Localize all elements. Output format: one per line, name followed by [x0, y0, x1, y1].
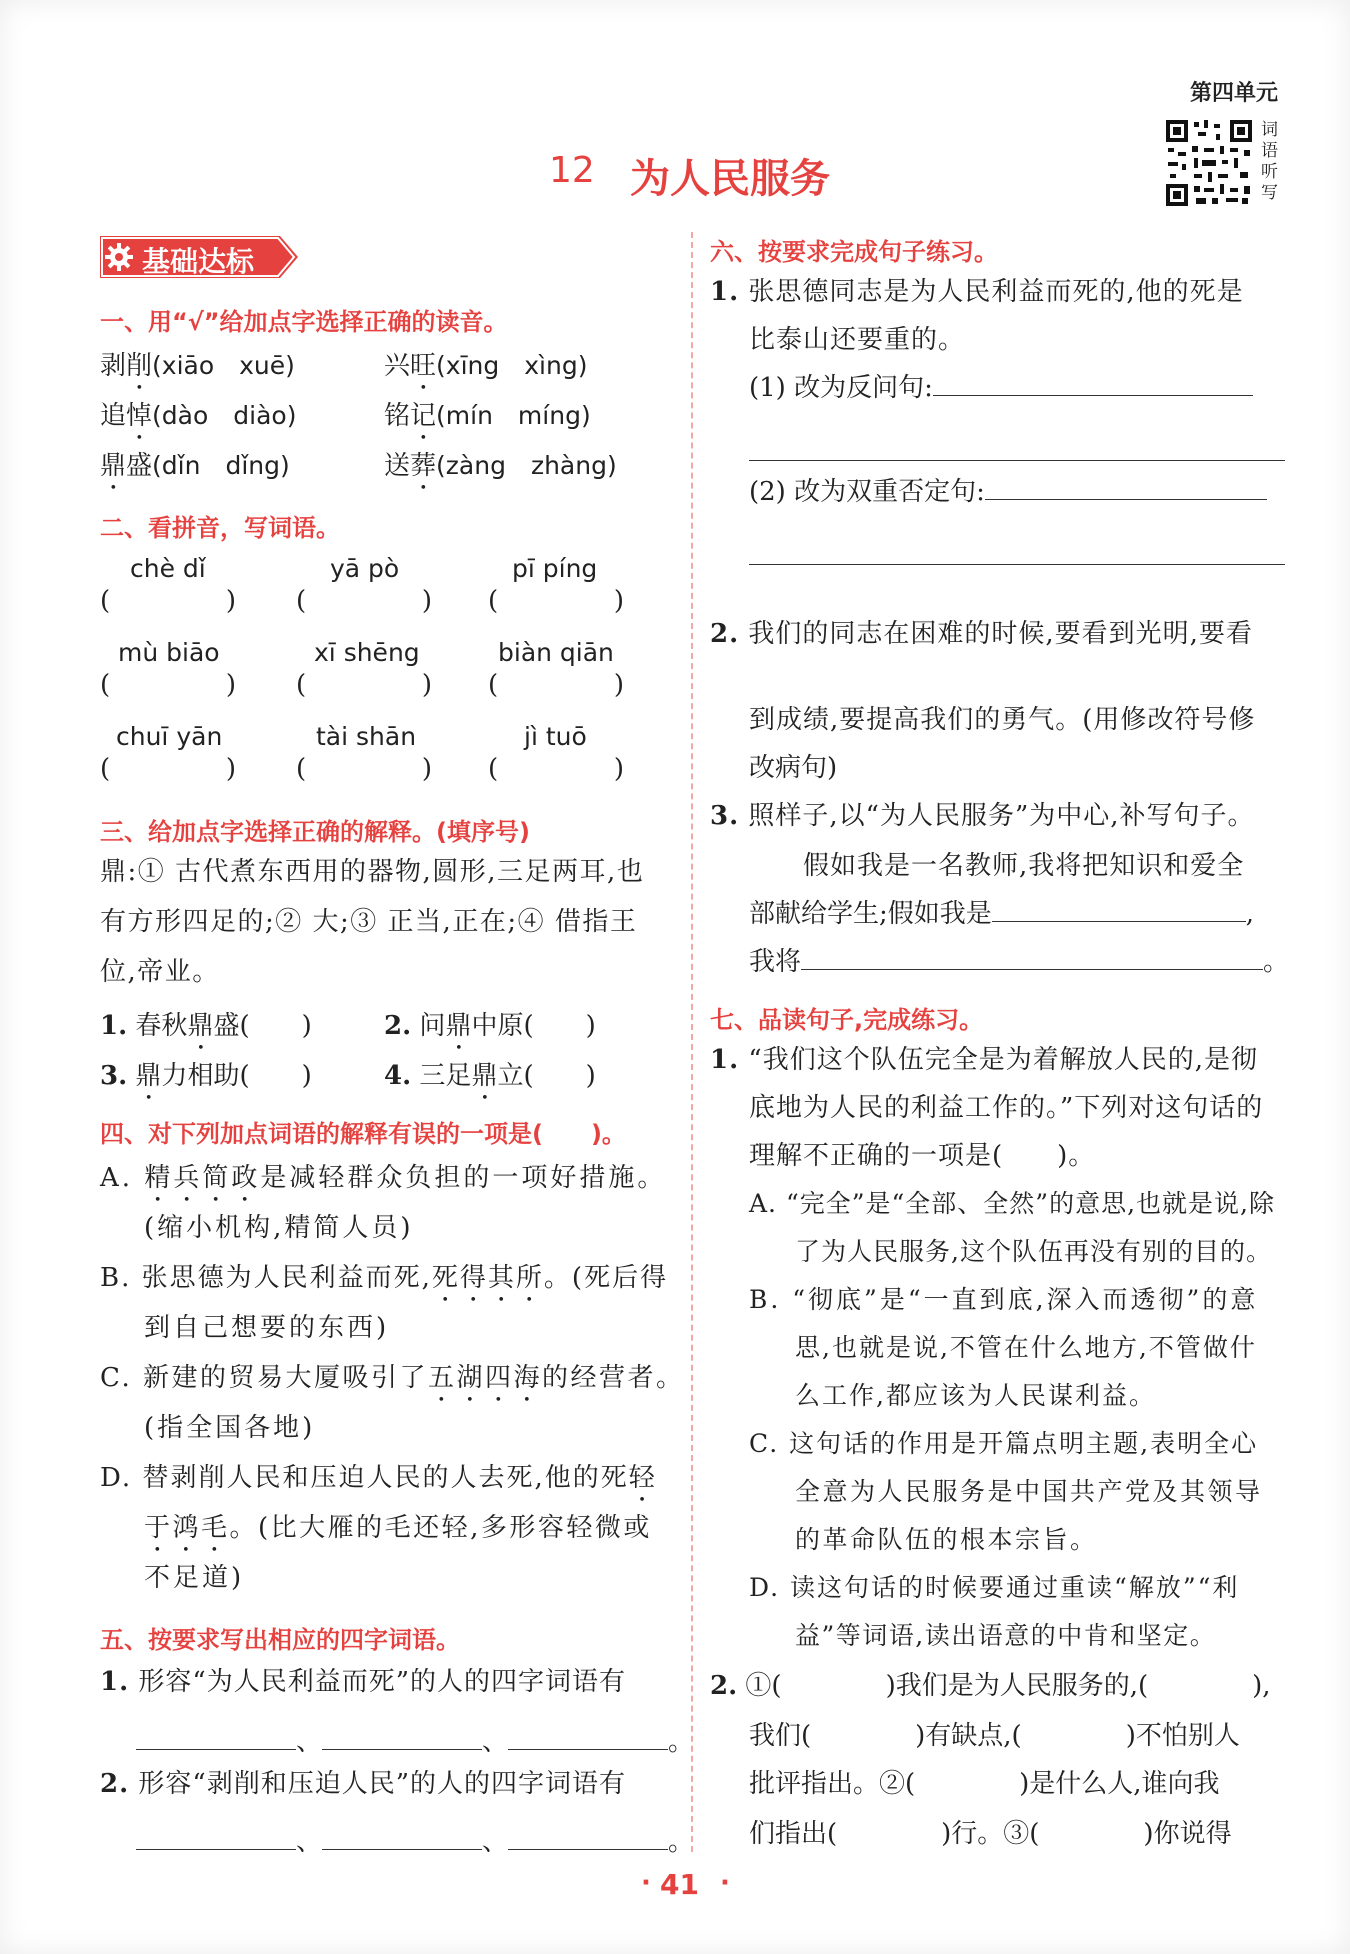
s7-q2-line-3: 批评指出。②( )是什么人,谁向我: [749, 1769, 1220, 1799]
s5-question-2: 2. 形容“剥削和压迫人民”的人的四字词语有: [100, 1769, 627, 1799]
pinyin-4: mù biāo: [118, 638, 220, 667]
s1-item-3: 追悼(dào diào): [100, 401, 297, 431]
s4-option-a-note: (缩小机构,精简人员): [144, 1213, 414, 1243]
s6-q2-line-1: 2. 我们的同志在困难的时候,要看到光明,要看: [710, 619, 1253, 649]
answer-box[interactable]: ( ): [296, 754, 432, 784]
answer-box[interactable]: ( ): [100, 586, 236, 616]
section-4-title: 四、对下列加点词语的解释有误的一项是( )。: [100, 1120, 626, 1148]
s6-q3-line-2: 假如我是一名教师,我将把知识和爱全: [803, 851, 1245, 881]
s7-option-c-2: 全意为人民服务是中国共产党及其领导: [795, 1477, 1263, 1506]
pinyin-7: chuī yān: [116, 722, 223, 751]
page-number-right-dot: ·: [720, 1868, 730, 1898]
section-7-title: 七、品读句子,完成练习。: [710, 1006, 984, 1034]
s7-option-a-2: 了为人民服务,这个队伍再没有别的目的。: [795, 1237, 1272, 1266]
s6-q2-line-2: 到成绩,要提高我们的勇气。(用修改符号修: [749, 705, 1256, 735]
s3-question-4: 4. 三足鼎立( ): [384, 1061, 596, 1091]
lesson-number: 12: [549, 150, 595, 191]
answer-box[interactable]: ( ): [488, 670, 624, 700]
pinyin-5: xī shēng: [314, 638, 420, 667]
s3-question-2: 2. 问鼎中原( ): [384, 1011, 596, 1041]
answer-box[interactable]: ( ): [488, 586, 624, 616]
s4-option-c: C. 新建的贸易大厦吸引了五湖四海的经营者。: [100, 1363, 685, 1393]
answer-box[interactable]: ( ): [100, 670, 236, 700]
s4-option-a: A. 精兵简政是减轻群众负担的一项好措施。: [100, 1163, 667, 1193]
s3-question-1: 1. 春秋鼎盛( ): [100, 1011, 312, 1041]
s7-option-c-1: C. 这句话的作用是开篇点明主题,表明全心: [749, 1429, 1259, 1458]
s5-answer-line-1[interactable]: 、 、 。: [136, 1722, 694, 1762]
pinyin-6: biàn qiān: [498, 638, 614, 667]
s4-option-d-note-2: 不足道): [144, 1563, 245, 1593]
answer-box[interactable]: ( ): [296, 670, 432, 700]
s7-option-b-2: 思,也就是说,不管在什么地方,不管做什: [795, 1333, 1257, 1362]
unit-label: 第四单元: [1190, 81, 1279, 106]
pinyin-1: chè dǐ: [130, 554, 206, 583]
s7-q2-line-4: 们指出( )行。③( )你说得: [749, 1819, 1232, 1849]
s6-q1-line-1: 1. 张思德同志是为人民利益而死的,他的死是: [710, 277, 1244, 307]
lesson-title: 为人民服务: [630, 156, 830, 202]
s6-q3-line-1: 3. 照样子,以“为人民服务”为中心,补写句子。: [710, 801, 1255, 831]
s7-q1-line-3: 理解不正确的一项是( )。: [749, 1141, 1096, 1171]
s1-item-5: 鼎盛(dǐn dǐng): [100, 451, 290, 481]
qr-caption: 词语听写: [1261, 120, 1278, 203]
answer-box[interactable]: ( ): [100, 754, 236, 784]
s7-option-d-1: D. 读这句话的时候要通过重读“解放”“利: [749, 1573, 1240, 1602]
s6-answer-line[interactable]: [749, 460, 1285, 461]
page-number-left-dot: ·: [641, 1868, 651, 1898]
section-2-title: 二、看拼音，写词语。: [100, 514, 340, 542]
s4-option-c-note: (指全国各地): [144, 1413, 316, 1443]
s3-definition-line-1: 鼎:① 古代煮东西用的器物,圆形,三足两耳,也: [100, 857, 645, 887]
s7-option-a-1: A. “完全”是“全部、全然”的意思,也就是说,除: [749, 1189, 1275, 1218]
s4-option-d: D. 替剥削人民和压迫人民的人去死,他的死轻: [100, 1463, 657, 1493]
s4-option-b-note: 到自己想要的东西): [144, 1313, 390, 1343]
s6-sub-2: (2) 改为双重否定句:: [749, 472, 1267, 512]
s3-definition-line-3: 位,帝业。: [100, 957, 220, 987]
section-3-title: 三、给加点字选择正确的解释。(填序号): [100, 818, 530, 846]
s6-q1-line-2: 比泰山还要重的。: [749, 325, 966, 355]
qr-code[interactable]: [1164, 118, 1254, 208]
s7-q1-line-2: 底地为人民的利益工作的。”下列对这句话的: [749, 1093, 1264, 1123]
answer-box[interactable]: ( ): [488, 754, 624, 784]
s3-question-3: 3. 鼎力相助( ): [100, 1061, 312, 1091]
s1-item-4: 铭记(mín míng): [384, 401, 591, 431]
s7-q1-line-1: 1. “我们这个队伍完全是为着解放人民的,是彻: [710, 1045, 1258, 1075]
section-badge-label: 基础达标: [142, 245, 255, 278]
section-6-title: 六、按要求完成句子练习。: [710, 238, 998, 266]
s4-option-d-note: 于鸿毛。(比大雁的毛还轻,多形容轻微或: [144, 1513, 652, 1543]
section-5-title: 五、按要求写出相应的四字词语。: [100, 1626, 460, 1654]
s7-q2-line-2: 我们( )有缺点,( )不怕别人: [749, 1721, 1240, 1751]
s6-q3-line-3: 部献给学生;假如我是 ,: [749, 894, 1254, 934]
s1-item-6: 送葬(zàng zhàng): [384, 451, 617, 481]
s7-option-b-1: B. “彻底”是“一直到底,深入而透彻”的意: [749, 1285, 1259, 1314]
gear-icon: [104, 242, 134, 272]
section-1-title: 一、用“√”给加点字选择正确的读音。: [100, 308, 508, 336]
pinyin-2: yā pò: [330, 554, 400, 583]
s7-option-d-2: 益”等词语,读出语意的中肯和坚定。: [795, 1621, 1217, 1650]
pinyin-3: pī píng: [512, 554, 598, 583]
s5-answer-line-2[interactable]: 、 、 。: [136, 1822, 694, 1862]
page-number: 41: [660, 1868, 699, 1901]
s7-option-c-3: 的革命队伍的根本宗旨。: [795, 1525, 1098, 1554]
s6-q3-line-4: 我将 。: [749, 942, 1289, 982]
s7-q2-line-1: 2. ①( )我们是为人民服务的,( ),: [710, 1671, 1271, 1701]
s6-q2-line-3: 改病句): [749, 753, 838, 783]
s6-sub-1: (1) 改为反问句:: [749, 368, 1253, 408]
pinyin-8: tài shān: [316, 722, 417, 751]
pinyin-9: jì tuō: [524, 722, 587, 751]
s6-answer-line[interactable]: [749, 564, 1285, 565]
s5-question-1: 1. 形容“为人民利益而死”的人的四字词语有: [100, 1667, 627, 1697]
s1-item-2: 兴旺(xīng xìng): [384, 351, 588, 381]
s3-definition-line-2: 有方形四足的;② 大;③ 正当,正在;④ 借指王: [100, 907, 638, 937]
s7-option-b-3: 么工作,都应该为人民谋利益。: [795, 1381, 1156, 1410]
column-divider: [691, 232, 693, 1852]
answer-box[interactable]: ( ): [296, 586, 432, 616]
s1-item-1: 剥削(xiāo xuē): [100, 351, 295, 381]
s4-option-b: B. 张思德为人民利益而死,死得其所。(死后得: [100, 1263, 669, 1293]
